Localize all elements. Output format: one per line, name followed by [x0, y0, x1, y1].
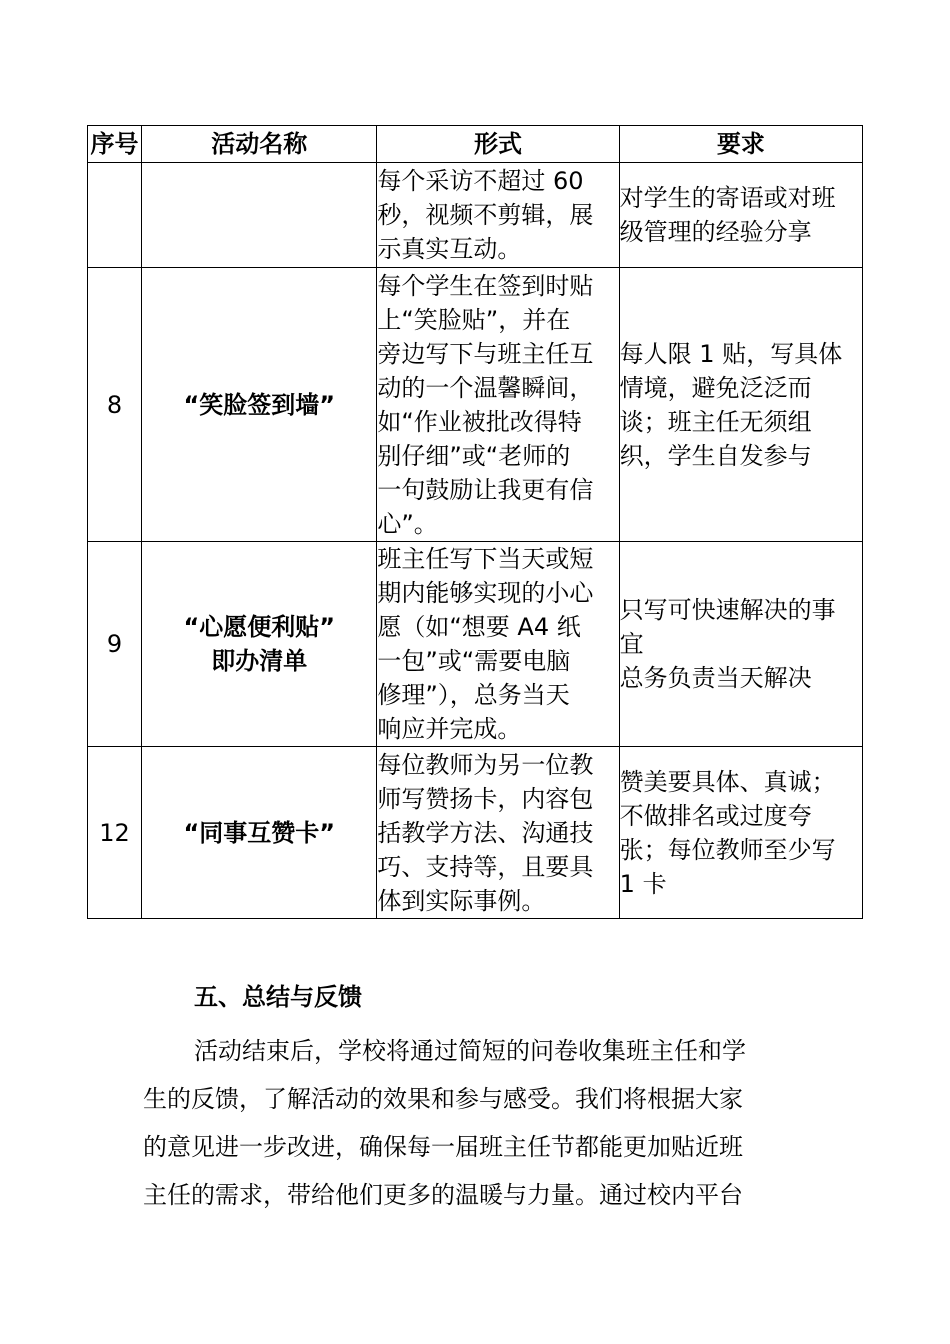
- req-line: 张；每位教师至少写: [619, 835, 836, 864]
- cell-seq: 9: [88, 542, 142, 747]
- cell-form: [377, 268, 619, 542]
- table-row: [88, 542, 863, 747]
- req-line: 宜: [619, 630, 644, 658]
- req-line: 1 卡: [619, 869, 667, 898]
- form-line: 秒，视频不剪辑，展: [377, 201, 594, 229]
- req-line: 谈；班主任无须组: [619, 407, 812, 436]
- section-heading: 五、总结与反馈: [194, 983, 362, 1011]
- form-line: 每个采访不超过 60: [377, 167, 584, 195]
- cell-req: [619, 268, 862, 542]
- cell-seq: 8: [88, 268, 142, 542]
- cell-req: [619, 163, 862, 268]
- header-seq: 序号: [88, 126, 142, 163]
- header-req: 要求: [619, 126, 862, 163]
- form-line: 愿（如“想要 A4 纸: [377, 613, 581, 641]
- req-line: 总务负责当天解决: [619, 664, 812, 692]
- form-line: 旁边写下与班主任互: [377, 339, 594, 368]
- form-line: 如“作业被批改得特: [377, 407, 582, 436]
- form-line: 心”。: [377, 509, 438, 538]
- name-line: “笑脸签到墙”: [183, 390, 335, 419]
- form-line: 师写赞扬卡，内容包: [377, 784, 594, 813]
- req-line: 赞美要具体、真诚；: [619, 767, 836, 796]
- form-line: 一包”或“需要电脑: [377, 647, 571, 675]
- form-line: 班主任写下当天或短: [377, 545, 594, 573]
- table-header-row: [88, 126, 863, 163]
- form-line: 每位教师为另一位教: [377, 750, 594, 779]
- form-line: 期内能够实现的小心: [377, 579, 594, 607]
- header-form: 形式: [377, 126, 619, 163]
- cell-req: [619, 747, 862, 919]
- req-line: 织，学生自发参与: [619, 441, 812, 470]
- form-line: 括教学方法、沟通技: [377, 818, 594, 847]
- form-line: 响应并完成。: [377, 715, 522, 743]
- cell-name: [142, 542, 377, 747]
- name-line: “心愿便利贴”: [183, 613, 335, 641]
- cell-seq: 12: [88, 747, 142, 919]
- req-line: 每人限 1 贴，写具体: [619, 339, 843, 368]
- form-line: 动的一个温馨瞬间，: [377, 373, 594, 402]
- paragraph-line: 的意见进一步改进，确保每一届班主任节都能更加贴近班: [143, 1133, 743, 1161]
- form-line: 巧、支持等，且要具: [377, 852, 594, 881]
- cell-form: [377, 747, 619, 919]
- cell-name: [142, 163, 377, 268]
- req-line: 只写可快速解决的事: [619, 596, 836, 624]
- cell-form: [377, 542, 619, 747]
- paragraph-line: 生的反馈，了解活动的效果和参与感受。我们将根据大家: [143, 1085, 743, 1113]
- paragraph-line: 主任的需求，带给他们更多的温暖与力量。通过校内平台: [143, 1181, 743, 1209]
- table-row: [88, 163, 863, 268]
- cell-seq: [88, 163, 142, 268]
- table-row: [88, 747, 863, 919]
- name-line: “同事互赞卡”: [183, 818, 335, 847]
- req-line: 级管理的经验分享: [619, 218, 812, 246]
- activity-table: [87, 125, 863, 919]
- req-line: 对学生的寄语或对班: [619, 184, 836, 212]
- header-name: 活动名称: [142, 126, 377, 163]
- form-line: 示真实互动。: [377, 235, 522, 263]
- form-line: 别仔细”或“老师的: [377, 441, 571, 470]
- cell-req: [619, 542, 862, 747]
- form-line: 体到实际事例。: [377, 886, 546, 915]
- cell-name: [142, 268, 377, 542]
- form-line: 上“笑脸贴”，并在: [377, 305, 571, 334]
- paragraph-line: 活动结束后，学校将通过简短的问卷收集班主任和学: [194, 1037, 746, 1065]
- form-line: 每个学生在签到时贴: [377, 271, 594, 300]
- table-row: [88, 268, 863, 542]
- name-line: 即办清单: [211, 647, 308, 675]
- cell-form: [377, 163, 619, 268]
- form-line: 一句鼓励让我更有信: [377, 475, 594, 504]
- cell-name: [142, 747, 377, 919]
- form-line: 修理”），总务当天: [377, 681, 570, 709]
- req-line: 情境，避免泛泛而: [619, 373, 812, 402]
- summary-paragraph: [143, 1027, 813, 1219]
- req-line: 不做排名或过度夸: [619, 801, 812, 830]
